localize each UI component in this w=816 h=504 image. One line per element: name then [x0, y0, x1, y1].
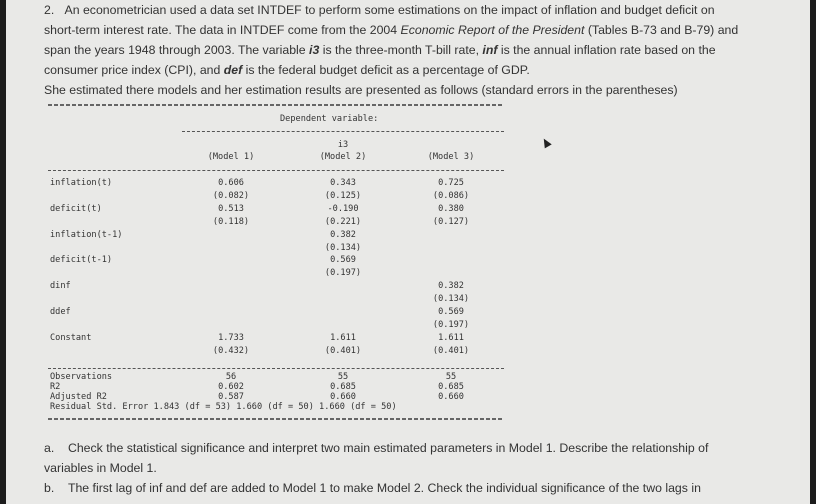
r2-m1: 0.602 [218, 382, 244, 392]
row-label: inflation(t) [50, 178, 113, 188]
obs-m3: 55 [445, 372, 457, 382]
cell-model-3: 0.569 [438, 307, 464, 317]
cell-model-3: (0.086) [432, 190, 470, 201]
obs-m2: 55 [337, 372, 349, 382]
row-label: deficit(t-1) [50, 255, 113, 266]
cell-model-3: 0.382 [438, 281, 464, 292]
model-2-header: (Model 2) [319, 152, 367, 162]
adj-r2-label: Adjusted R2 [50, 392, 107, 402]
cell-model-1: (0.082) [212, 190, 250, 201]
problem-number: 2. [44, 3, 55, 17]
document-page [6, 0, 810, 504]
cell-model-2: 0.569 [330, 255, 356, 266]
row-label: ddef [50, 307, 71, 317]
model-1-header: (Model 1) [207, 152, 255, 162]
cell-model-2: 0.343 [330, 178, 356, 188]
cell-model-2: (0.197) [324, 268, 362, 279]
cell-model-2: -0.190 [327, 203, 359, 214]
problem-line-1: 2. An econometrician used a data set INTDEF to perform some estimations on the impact of inflation and budget deficit on [44, 3, 715, 17]
obs-m1: 56 [225, 372, 237, 382]
cell-model-3: (0.197) [432, 319, 470, 330]
problem-line-5: She estimated there models and her estimation results are presented as follows (standard errors in the parentheses) [44, 83, 678, 97]
adj-m1: 0.587 [218, 392, 244, 402]
problem-line-2: short-term interest rate. The data in INTDEF come from the 2004 Economic Report of the President (Tables B-73 and B-79) and [44, 23, 739, 37]
cell-model-2: (0.221) [324, 216, 362, 227]
adj-m2: 0.660 [330, 392, 356, 402]
r2-m3: 0.685 [438, 382, 464, 392]
model-3-header: (Model 3) [427, 152, 475, 162]
problem-line-4: consumer price index (CPI), and def is the federal budget deficit as a percentage of GDP. [44, 63, 530, 77]
cell-model-3: 0.725 [438, 178, 464, 188]
r2-m2: 0.685 [330, 382, 356, 392]
mouse-cursor-icon [540, 137, 551, 149]
r2-label: R2 [50, 382, 61, 392]
cell-model-2: 1.611 [330, 332, 356, 343]
table-rule-2 [182, 131, 504, 132]
cell-model-1: 0.513 [218, 203, 244, 214]
table-bottom-rule [48, 418, 504, 420]
question-a: a. Check the statistical significance and interpret two main estimated parameters in Model 1. Describe the relationship of [44, 441, 709, 455]
row-label: deficit(t) [50, 203, 102, 214]
table-rule-4 [48, 368, 504, 369]
obs-label: Observations [50, 372, 113, 382]
table-rule-3 [48, 170, 504, 171]
question-a-cont: variables in Model 1. [44, 461, 157, 475]
cell-model-2: 0.382 [330, 229, 356, 240]
dependent-label: Dependent variable: [280, 114, 379, 124]
row-label: dinf [50, 281, 71, 292]
cell-model-3: (0.401) [432, 345, 470, 356]
row-label: inflation(t-1) [50, 229, 123, 240]
cell-model-3: (0.134) [432, 294, 470, 305]
question-b: b. The first lag of inf and def are added to Model 1 to make Model 2. Check the individual significance of the two lags in [44, 481, 701, 495]
cell-model-3: 0.380 [438, 203, 464, 214]
problem-line-3: span the years 1948 through 2003. The variable i3 is the three-month T-bill rate, inf is the annual inflation rate based on the [44, 43, 716, 57]
row-label: Constant [50, 332, 92, 343]
cell-model-1: 0.606 [218, 178, 244, 188]
cell-model-1: (0.118) [212, 216, 250, 227]
dependent-var: i3 [337, 140, 349, 150]
adj-m3: 0.660 [438, 392, 464, 402]
cell-model-3: 1.611 [438, 332, 464, 343]
cell-model-1: (0.432) [212, 345, 250, 356]
cell-model-1: 1.733 [218, 332, 244, 343]
residual-std-error: Residual Std. Error 1.843 (df = 53) 1.660 (df = 50) 1.660 (df = 50) [50, 402, 397, 412]
cell-model-2: (0.401) [324, 345, 362, 356]
cell-model-2: (0.125) [324, 190, 362, 201]
cell-model-3: (0.127) [432, 216, 470, 227]
table-top-rule [48, 104, 504, 106]
cell-model-2: (0.134) [324, 242, 362, 253]
